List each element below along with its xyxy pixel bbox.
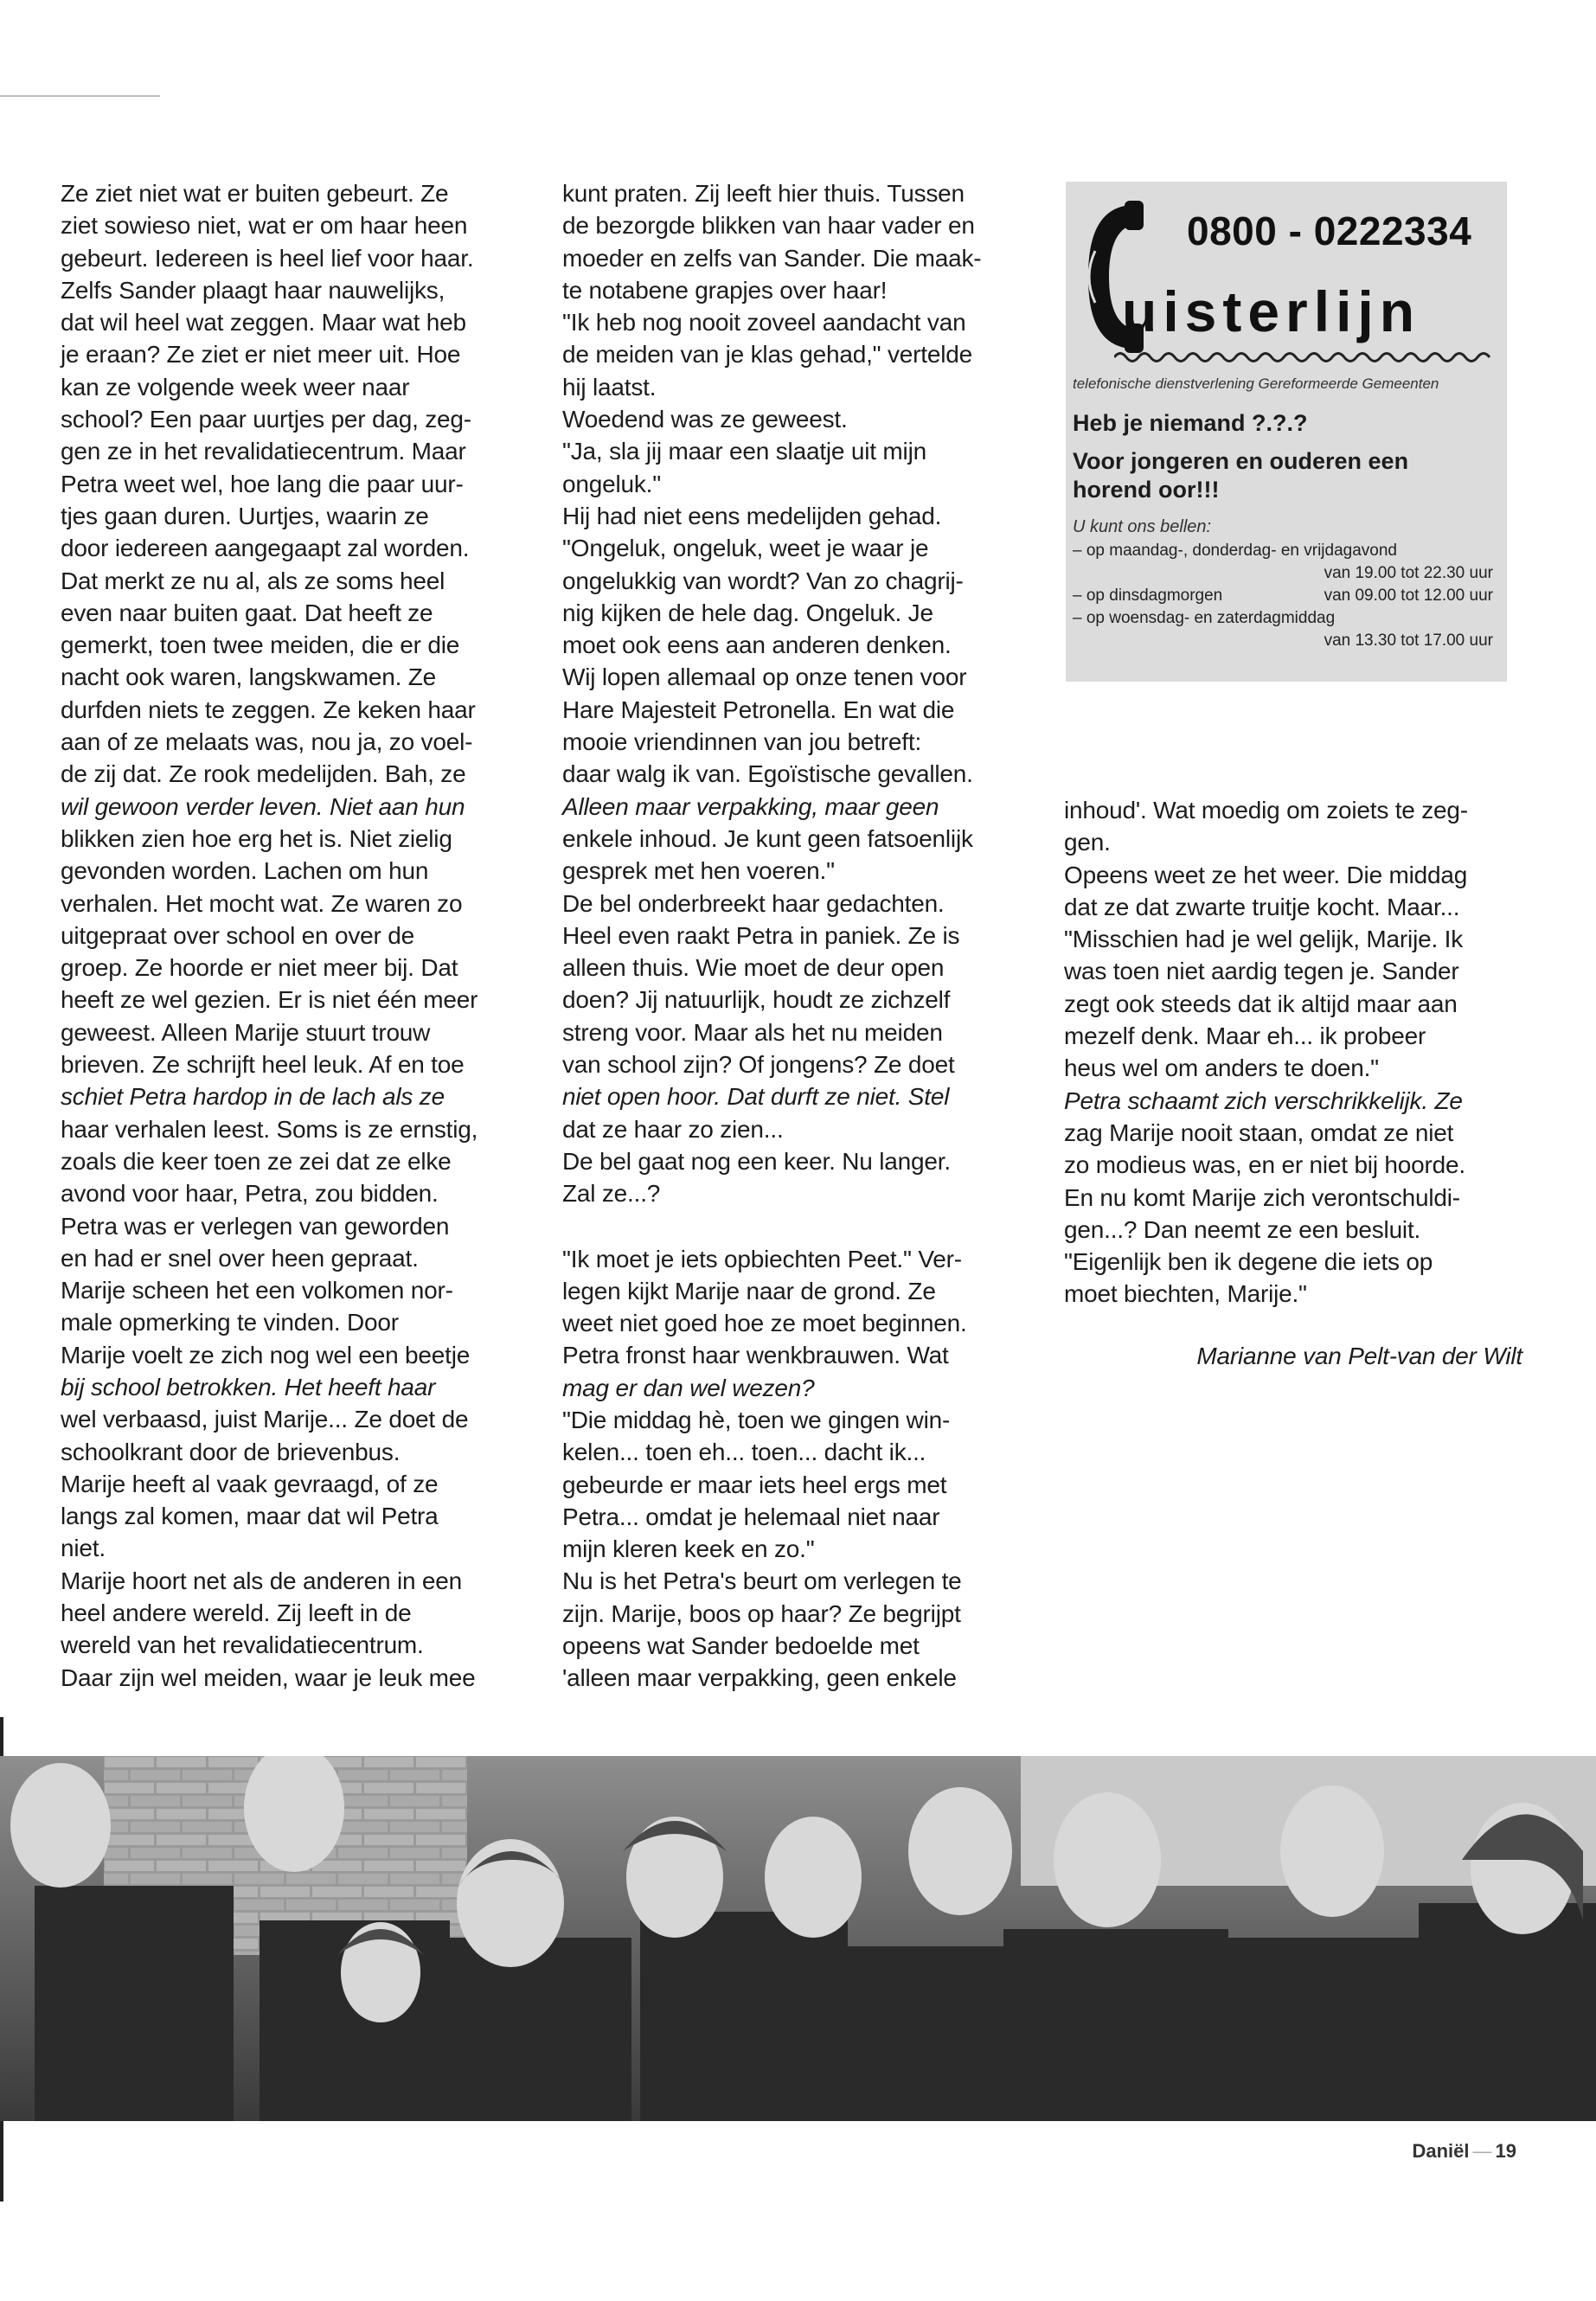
text-line: Daar zijn wel meiden, waar je leuk mee xyxy=(61,1663,476,1691)
text-line: school? Een paar uurtjes per dag, zeg- xyxy=(61,406,471,433)
text-line: Alleen maar verpakking, maar geen xyxy=(562,792,939,820)
text-line: mag er dan wel wezen? xyxy=(562,1374,815,1401)
helpline-tagline: Voor jongeren en ouderen een horend oor!!! xyxy=(1073,448,1409,503)
text-line: aan of ze melaats was, nou ja, zo voel- xyxy=(61,728,473,756)
article-column-2-part-2 xyxy=(562,1243,1021,1695)
text-line: zoals die keer toen ze zei dat ze elke xyxy=(61,1147,452,1175)
text-line: durfden niets te zeggen. Ze keken haar xyxy=(61,695,476,723)
top-rule xyxy=(0,95,160,97)
text-line: moeder en zelfs van Sander. Die maak- xyxy=(562,244,982,272)
text-line: doen? Jij natuurlijk, houdt ze zichzelf xyxy=(562,986,951,1014)
text-line: alleen thuis. Wie moet de deur open xyxy=(562,954,945,982)
text-line: brieven. Ze schrijft heel leuk. Af en toe xyxy=(61,1051,465,1079)
call-intro: U kunt ons bellen: xyxy=(1073,517,1212,536)
text-line: schiet Petra hardop in de lach als ze xyxy=(61,1083,445,1111)
text-line: "Misschien had je wel gelijk, Marije. Ik xyxy=(1064,926,1464,953)
text-line: nig kijken de hele dag. Ongeluk. Je xyxy=(562,599,933,626)
text-line: male opmerking te vinden. Door xyxy=(61,1309,399,1336)
opening-slot xyxy=(1073,585,1493,607)
text-line: tjes gaan duren. Uurtjes, waarin ze xyxy=(61,502,429,529)
text-line: even naar buiten gaat. Dat heeft ze xyxy=(61,599,433,626)
text-line: zo modieus was, en er niet bij hoorde. xyxy=(1064,1151,1465,1179)
text-line: Marije scheen het een volkomen nor- xyxy=(61,1277,453,1304)
text-line: avond voor haar, Petra, zou bidden. xyxy=(61,1180,439,1208)
page-footer xyxy=(1412,2140,1516,2163)
text-line: De bel onderbreekt haar gedachten. xyxy=(562,889,945,917)
text-line: Zal ze...? xyxy=(562,1180,661,1208)
text-line: Marije heeft al vaak gevraagd, of ze xyxy=(61,1470,439,1497)
decorative-wave-line xyxy=(1114,348,1495,367)
text-line: gebeurt. Iedereen is heel lief voor haar. xyxy=(61,244,474,272)
text-line: blikken zien hoe erg het is. Niet zielig xyxy=(61,824,452,852)
text-line: Marije hoort net als de anderen in een xyxy=(61,1567,463,1594)
text-line: Woedend was ze geweest. xyxy=(562,406,848,433)
text-line: wel verbaasd, juist Marije... Ze doet de xyxy=(61,1406,469,1433)
text-line: "Ik moet je iets opbiechten Peet." Ver- xyxy=(562,1245,962,1272)
text-line: streng voor. Maar als het nu meiden xyxy=(562,1018,943,1046)
text-line: niet. xyxy=(61,1535,106,1562)
text-line: niet open hoor. Dat durft ze niet. Stel xyxy=(562,1083,950,1111)
text-line: kunt praten. Zij leeft hier thuis. Tussen xyxy=(562,180,965,207)
text-line: moet biechten, Marije." xyxy=(1064,1280,1307,1308)
group-of-teenagers-photo xyxy=(0,1756,1596,2121)
text-line: was toen niet aardig tegen je. Sander xyxy=(1064,958,1459,985)
slot-day: – op maandag-, donderdag- en vrijdagavond xyxy=(1073,542,1397,560)
text-line: ongeluk." xyxy=(562,470,662,497)
text-line: heus wel om anders te doen." xyxy=(1064,1054,1379,1082)
magazine-name: Daniël xyxy=(1412,2140,1470,2162)
text-line: groep. Ze hoorde er niet meer bij. Dat xyxy=(61,954,458,982)
text-line: "Die middag hè, toen we gingen win- xyxy=(562,1406,951,1433)
text-line: te notabene grapjes over haar! xyxy=(562,276,888,304)
text-line: gesprek met hen voeren." xyxy=(562,857,835,885)
text-line: gen. xyxy=(1064,829,1111,856)
text-line: kan ze volgende week weer naar xyxy=(61,373,410,401)
text-line: dat ze haar zo zien... xyxy=(562,1115,784,1143)
text-line: Ze ziet niet wat er buiten gebeurt. Ze xyxy=(61,180,449,207)
text-line: Dat merkt ze nu al, als ze soms heel xyxy=(61,567,445,594)
text-line: dat wil heel wat zeggen. Maar wat heb xyxy=(61,309,466,336)
article-column-1 xyxy=(61,177,519,1694)
text-line: wereld van het revalidatiecentrum. xyxy=(61,1631,424,1659)
text-line: Hij had niet eens medelijden gehad. xyxy=(562,502,942,529)
article-column-2 xyxy=(562,177,1021,1695)
opening-hours xyxy=(1073,540,1493,652)
text-line: gebeurde er maar iets heel ergs met xyxy=(562,1471,947,1498)
text-line: van school zijn? Of jongens? Ze doet xyxy=(562,1051,955,1079)
article-column-2-part-1 xyxy=(562,177,1021,1210)
article-column-3-text xyxy=(1064,794,1531,1311)
slot-hours: van 13.30 tot 17.00 uur xyxy=(1324,631,1493,650)
text-line: moet ook eens aan anderen denken. xyxy=(562,631,952,659)
text-line: wil gewoon verder leven. Niet aan hun xyxy=(61,792,465,820)
text-line: schoolkrant door de brievenbus. xyxy=(61,1438,401,1465)
text-line: gevonden worden. Lachen om hun xyxy=(61,857,429,885)
text-line: "Ongeluk, ongeluk, weet je waar je xyxy=(562,535,929,562)
opening-slot xyxy=(1073,540,1493,585)
text-line: Petra weet wel, hoe lang die paar uur- xyxy=(61,470,464,497)
text-line: Petra schaamt zich verschrikkelijk. Ze xyxy=(1064,1086,1463,1114)
text-line: ongelukkig van wordt? Van zo chagrij- xyxy=(562,567,964,594)
text-line: geweest. Alleen Marije stuurt trouw xyxy=(61,1018,431,1046)
text-line: zegt ook steeds dat ik altijd maar aan xyxy=(1064,990,1458,1017)
text-line: je eraan? Ze ziet er niet meer uit. Hoe xyxy=(61,341,461,369)
text-line: mooie vriendinnen van jou betreft: xyxy=(562,728,922,756)
text-line: De bel gaat nog een keer. Nu langer. xyxy=(562,1147,951,1175)
text-line: "Ja, sla jij maar een slaatje uit mijn xyxy=(562,438,926,465)
text-line: bij school betrokken. Het heeft haar xyxy=(61,1373,436,1400)
text-line: opeens wat Sander bedoelde met xyxy=(562,1632,920,1660)
page-number: 19 xyxy=(1495,2140,1516,2162)
text-line: En nu komt Marije zich verontschuldi- xyxy=(1064,1183,1460,1211)
helpline-brand-name: uisterlijn xyxy=(1122,279,1421,343)
helpline-provider: telefonische dienstverlening Gereformeerde Gemeenten xyxy=(1073,375,1439,392)
helpline-phone-number: 0800 - 0222334 xyxy=(1187,208,1472,253)
text-line: Wij lopen allemaal op onze tenen voor xyxy=(562,663,967,691)
text-line: inhoud'. Wat moedig om zoiets te zeg- xyxy=(1064,797,1468,824)
text-line: door iedereen aangegaapt zal worden. xyxy=(61,535,470,562)
text-line: Petra was er verlegen van geworden xyxy=(61,1212,450,1240)
slot-day: – op dinsdagmorgen xyxy=(1073,586,1223,605)
text-line: Hare Majesteit Petronella. En wat die xyxy=(562,695,955,723)
text-line: Opeens weet ze het weer. Die middag xyxy=(1064,861,1468,888)
helpline-question: Heb je niemand ?.?.? xyxy=(1073,410,1308,436)
text-line: daar walg ik van. Egoïstische gevallen. xyxy=(562,760,973,788)
text-line: kelen... toen eh... toen... dacht ik... xyxy=(562,1439,926,1466)
article-column-3 xyxy=(1064,794,1531,1372)
text-line: nacht ook waren, langskwamen. Ze xyxy=(61,663,437,691)
text-line: heeft ze wel gezien. Er is niet één meer xyxy=(61,986,478,1014)
text-line: legen kijkt Marije naar de grond. Ze xyxy=(562,1277,936,1304)
photo-illustration xyxy=(0,1756,1596,2121)
author-signature: Marianne van Pelt-van der Wilt xyxy=(1196,1342,1522,1369)
text-line: Petra fronst haar wenkbrauwen. Wat xyxy=(562,1342,949,1369)
slot-hours: van 09.00 tot 12.00 uur xyxy=(1324,586,1493,605)
text-line: Zelfs Sander plaagt haar nauwelijks, xyxy=(61,276,445,304)
text-line: "Ik heb nog nooit zoveel aandacht van xyxy=(562,309,966,336)
text-line: langs zal komen, maar dat wil Petra xyxy=(61,1503,439,1530)
text-line: gen...? Dan neemt ze een besluit. xyxy=(1064,1215,1421,1243)
text-line: "Eigenlijk ben ik degene die iets op xyxy=(1064,1248,1433,1276)
text-line: de meiden van je klas gehad," vertelde xyxy=(562,341,972,369)
text-line: en had er snel over heen gepraat. xyxy=(61,1244,419,1272)
text-line: mezelf denk. Maar eh... ik probeer xyxy=(1064,1022,1426,1050)
slot-hours: van 19.00 tot 22.30 uur xyxy=(1324,564,1493,582)
section-gap xyxy=(562,1210,1021,1243)
text-line: mijn kleren keek en zo." xyxy=(562,1535,815,1563)
luisterlijn-advertisement xyxy=(1066,182,1507,682)
text-line: haar verhalen leest. Soms is ze ernstig, xyxy=(61,1115,478,1143)
text-line: enkele inhoud. Je kunt geen fatsoenlijk xyxy=(562,824,973,852)
text-line: hij laatst. xyxy=(562,373,657,401)
text-line: Heel even raakt Petra in paniek. Ze is xyxy=(562,921,960,949)
text-line: gen ze in het revalidatiecentrum. Maar xyxy=(61,438,466,465)
text-line: zag Marije nooit staan, omdat ze niet xyxy=(1064,1118,1454,1146)
text-line: weet niet goed hoe ze moet beginnen. xyxy=(562,1310,967,1337)
text-line: Nu is het Petra's beurt om verlegen te xyxy=(562,1567,962,1595)
text-line: dat ze dat zwarte truitje kocht. Maar... xyxy=(1064,893,1460,920)
text-line: Petra... omdat je helemaal niet naar xyxy=(562,1503,940,1530)
text-line: verhalen. Het mocht wat. Ze waren zo xyxy=(61,889,463,917)
text-line: heel andere wereld. Zij leeft in de xyxy=(61,1599,412,1627)
footer-separator: — xyxy=(1472,2140,1492,2162)
slot-day: – op woensdag- en zaterdagmiddag xyxy=(1073,609,1336,627)
text-line: Marije voelt ze zich nog wel een beetje xyxy=(61,1341,471,1368)
opening-slot xyxy=(1073,607,1493,652)
text-line: ziet sowieso niet, wat er om haar heen xyxy=(61,212,468,240)
text-line: 'alleen maar verpakking, geen enkele xyxy=(562,1664,957,1692)
text-line: zijn. Marije, boos op haar? Ze begrijpt xyxy=(562,1599,961,1627)
text-line: gemerkt, toen twee meiden, die er die xyxy=(61,631,460,659)
text-line: uitgepraat over school en over de xyxy=(61,921,414,949)
text-line: de zij dat. Ze rook medelijden. Bah, ze xyxy=(61,760,466,788)
text-line: de bezorgde blikken van haar vader en xyxy=(562,212,975,240)
